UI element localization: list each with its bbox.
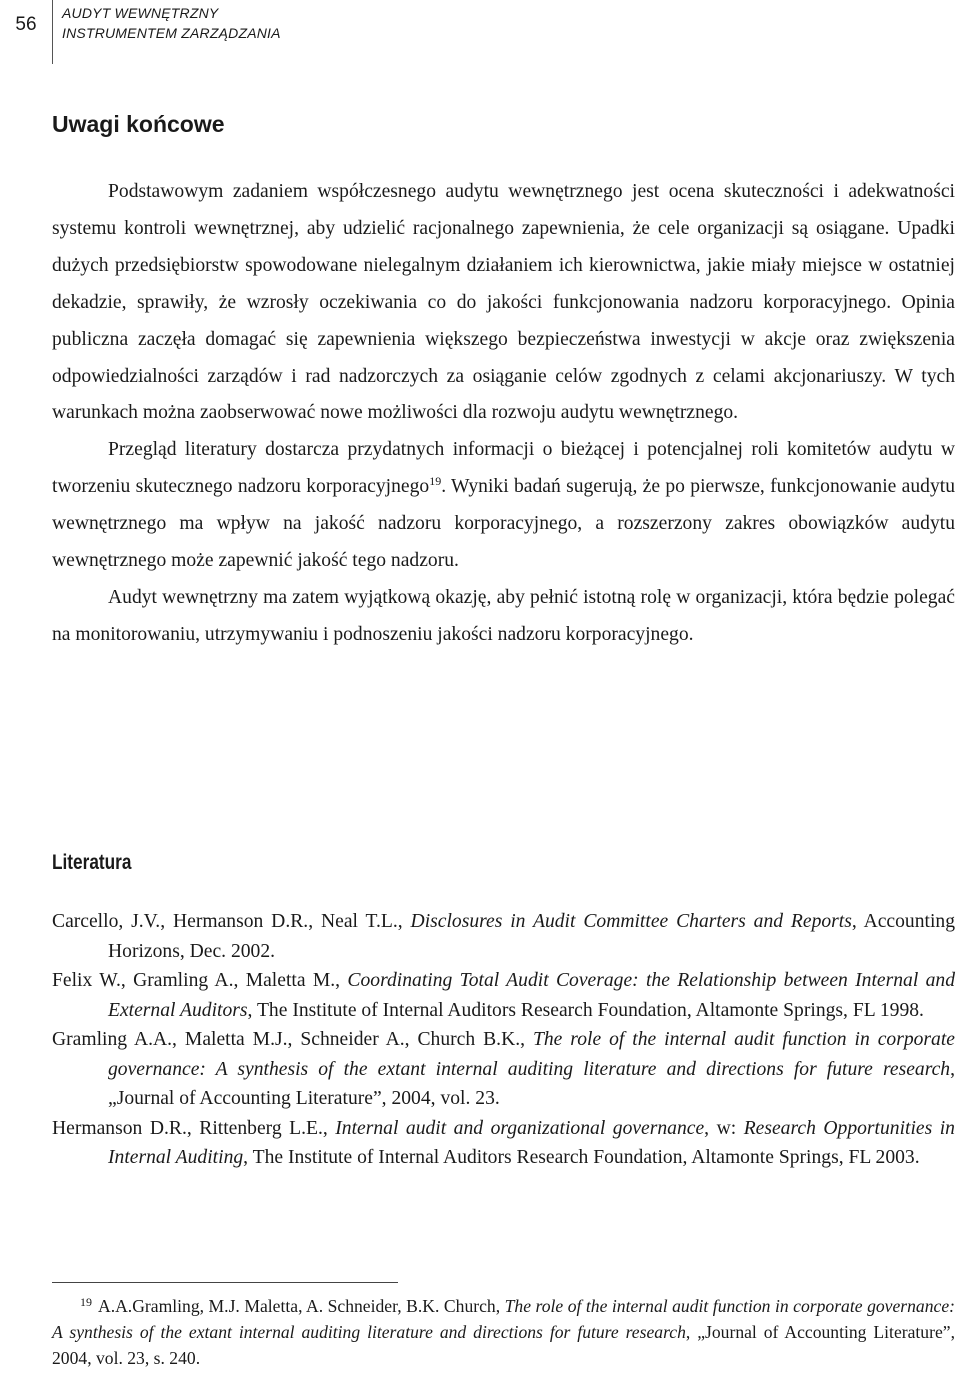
reference-title: Disclosures in Audit Committee Charters and Reports <box>410 911 852 932</box>
footnote-title: The role of the internal audit function in corporate governance: A synthesis of the extant internal auditing literature and directions for future research <box>52 1296 955 1342</box>
running-head-line-2: INSTRUMENTEM ZARZĄDZANIA <box>62 25 281 41</box>
reference-list <box>52 907 955 1173</box>
reference-source: , The Institute of Internal Auditors Research Foundation, Altamonte Springs, FL 2003. <box>243 1147 920 1168</box>
reference-source: , „Journal of Accounting Literature”, 2004, vol. 23. <box>108 1058 955 1109</box>
header-divider <box>52 0 53 64</box>
reference-title: Coordinating Total Audit Coverage: the Relationship between Internal and External Auditors <box>108 970 956 1021</box>
reference-source: , The Institute of Internal Auditors Research Foundation, Altamonte Springs, FL 1998. <box>247 999 924 1021</box>
running-head <box>62 3 281 43</box>
reference-authors: Carcello, J.V., Hermanson D.R., Neal T.L., <box>52 911 411 932</box>
reference-connector: , w: <box>704 1117 744 1139</box>
reference-authors: Felix W., Gramling A., Maletta M., <box>52 970 348 991</box>
running-head-line-1: AUDYT WEWNĘTRZNY <box>62 5 219 21</box>
literature-heading: Literatura <box>52 851 132 874</box>
paragraph-1: Podstawowym zadaniem współczesnego audytu wewnętrznego jest ocena skuteczności i adekwatności systemu kontroli wewnętrznej, aby udzielić racjonalnego zapewnienia, że cele organizacji są osiągane. Upadki dużych przedsiębiorstw spowodowane nielegalnym działaniem ich kierownictwa, jakie miały miejsce w ostatniej dekadzie, sprawiły, że wzrosły oczekiwania co do jakości funkcjonowania nadzoru korporacyjnego. Opinia publiczna zaczęła domagać się zapewnienia większego bezpieczeństwa inwestycji w akcje oraz zwiększenia odpowiedzialności zarządów i rad nadzorczych za osiąganie celów zgodnych z celami akcjonariuszy. W tych warunkach można zaobserwować nowe możliwości dla rozwoju audytu wewnętrznego. <box>52 181 955 424</box>
reference-book-title: Research Opportunities in Internal Auditing <box>108 1117 955 1168</box>
footnote-reference[interactable]: 19 <box>429 474 442 489</box>
footnote-source: , „Journal of Accounting Literature”, 2004, vol. 23, s. 240. <box>52 1321 955 1368</box>
body-text <box>52 174 955 654</box>
footnote-authors: A.A.Gramling, M.J. Maletta, A. Schneider, B.K. Church, <box>98 1296 505 1316</box>
reference-item <box>52 907 955 966</box>
reference-authors: Hermanson D.R., Rittenberg L.E., <box>52 1117 336 1139</box>
paragraph-3: Audyt wewnętrzny ma zatem wyjątkową okazję, aby pełnić istotną rolę w organizacji, która będzie polegać na monitorowaniu, utrzymywaniu i podnoszeniu jakości nadzoru korporacyjnego. <box>52 586 955 645</box>
reference-item <box>52 966 955 1025</box>
reference-title: The role of the internal audit function in corporate governance: A synthesis of the extant internal auditing literature and directions for future research <box>108 1029 955 1080</box>
reference-title: Internal audit and organizational governance <box>335 1117 705 1139</box>
paragraph-2-text-before: Przegląd literatury dostarcza przydatnych informacji o bieżącej i potencjalnej roli komitetów audytu w tworzeniu skutecznego nadzoru korporacyjnego <box>52 439 955 498</box>
reference-source: , Accounting Horizons, Dec. 2002. <box>108 911 956 962</box>
reference-authors: Gramling A.A., Maletta M.J., Schneider A., Church B.K., <box>52 1029 533 1050</box>
footnote-divider <box>52 1282 398 1283</box>
section-title: Uwagi końcowe <box>52 111 225 137</box>
paragraph-2-text-after: . Wyniki badań sugerują, że po pierwsze, funkcjonowanie audytu wewnętrznego ma wpływ na jakość nadzoru korporacyjnego, a rozszerzony zakres obowiązków audytu wewnętrznego może zapewnić jakość tego nadzoru. <box>52 476 955 572</box>
paragraph-2 <box>52 432 955 580</box>
footnote-number: 19 <box>80 1295 92 1309</box>
reference-item <box>52 1025 955 1114</box>
reference-item <box>52 1114 955 1173</box>
footnote <box>52 1294 955 1371</box>
page-number: 56 <box>15 14 37 35</box>
